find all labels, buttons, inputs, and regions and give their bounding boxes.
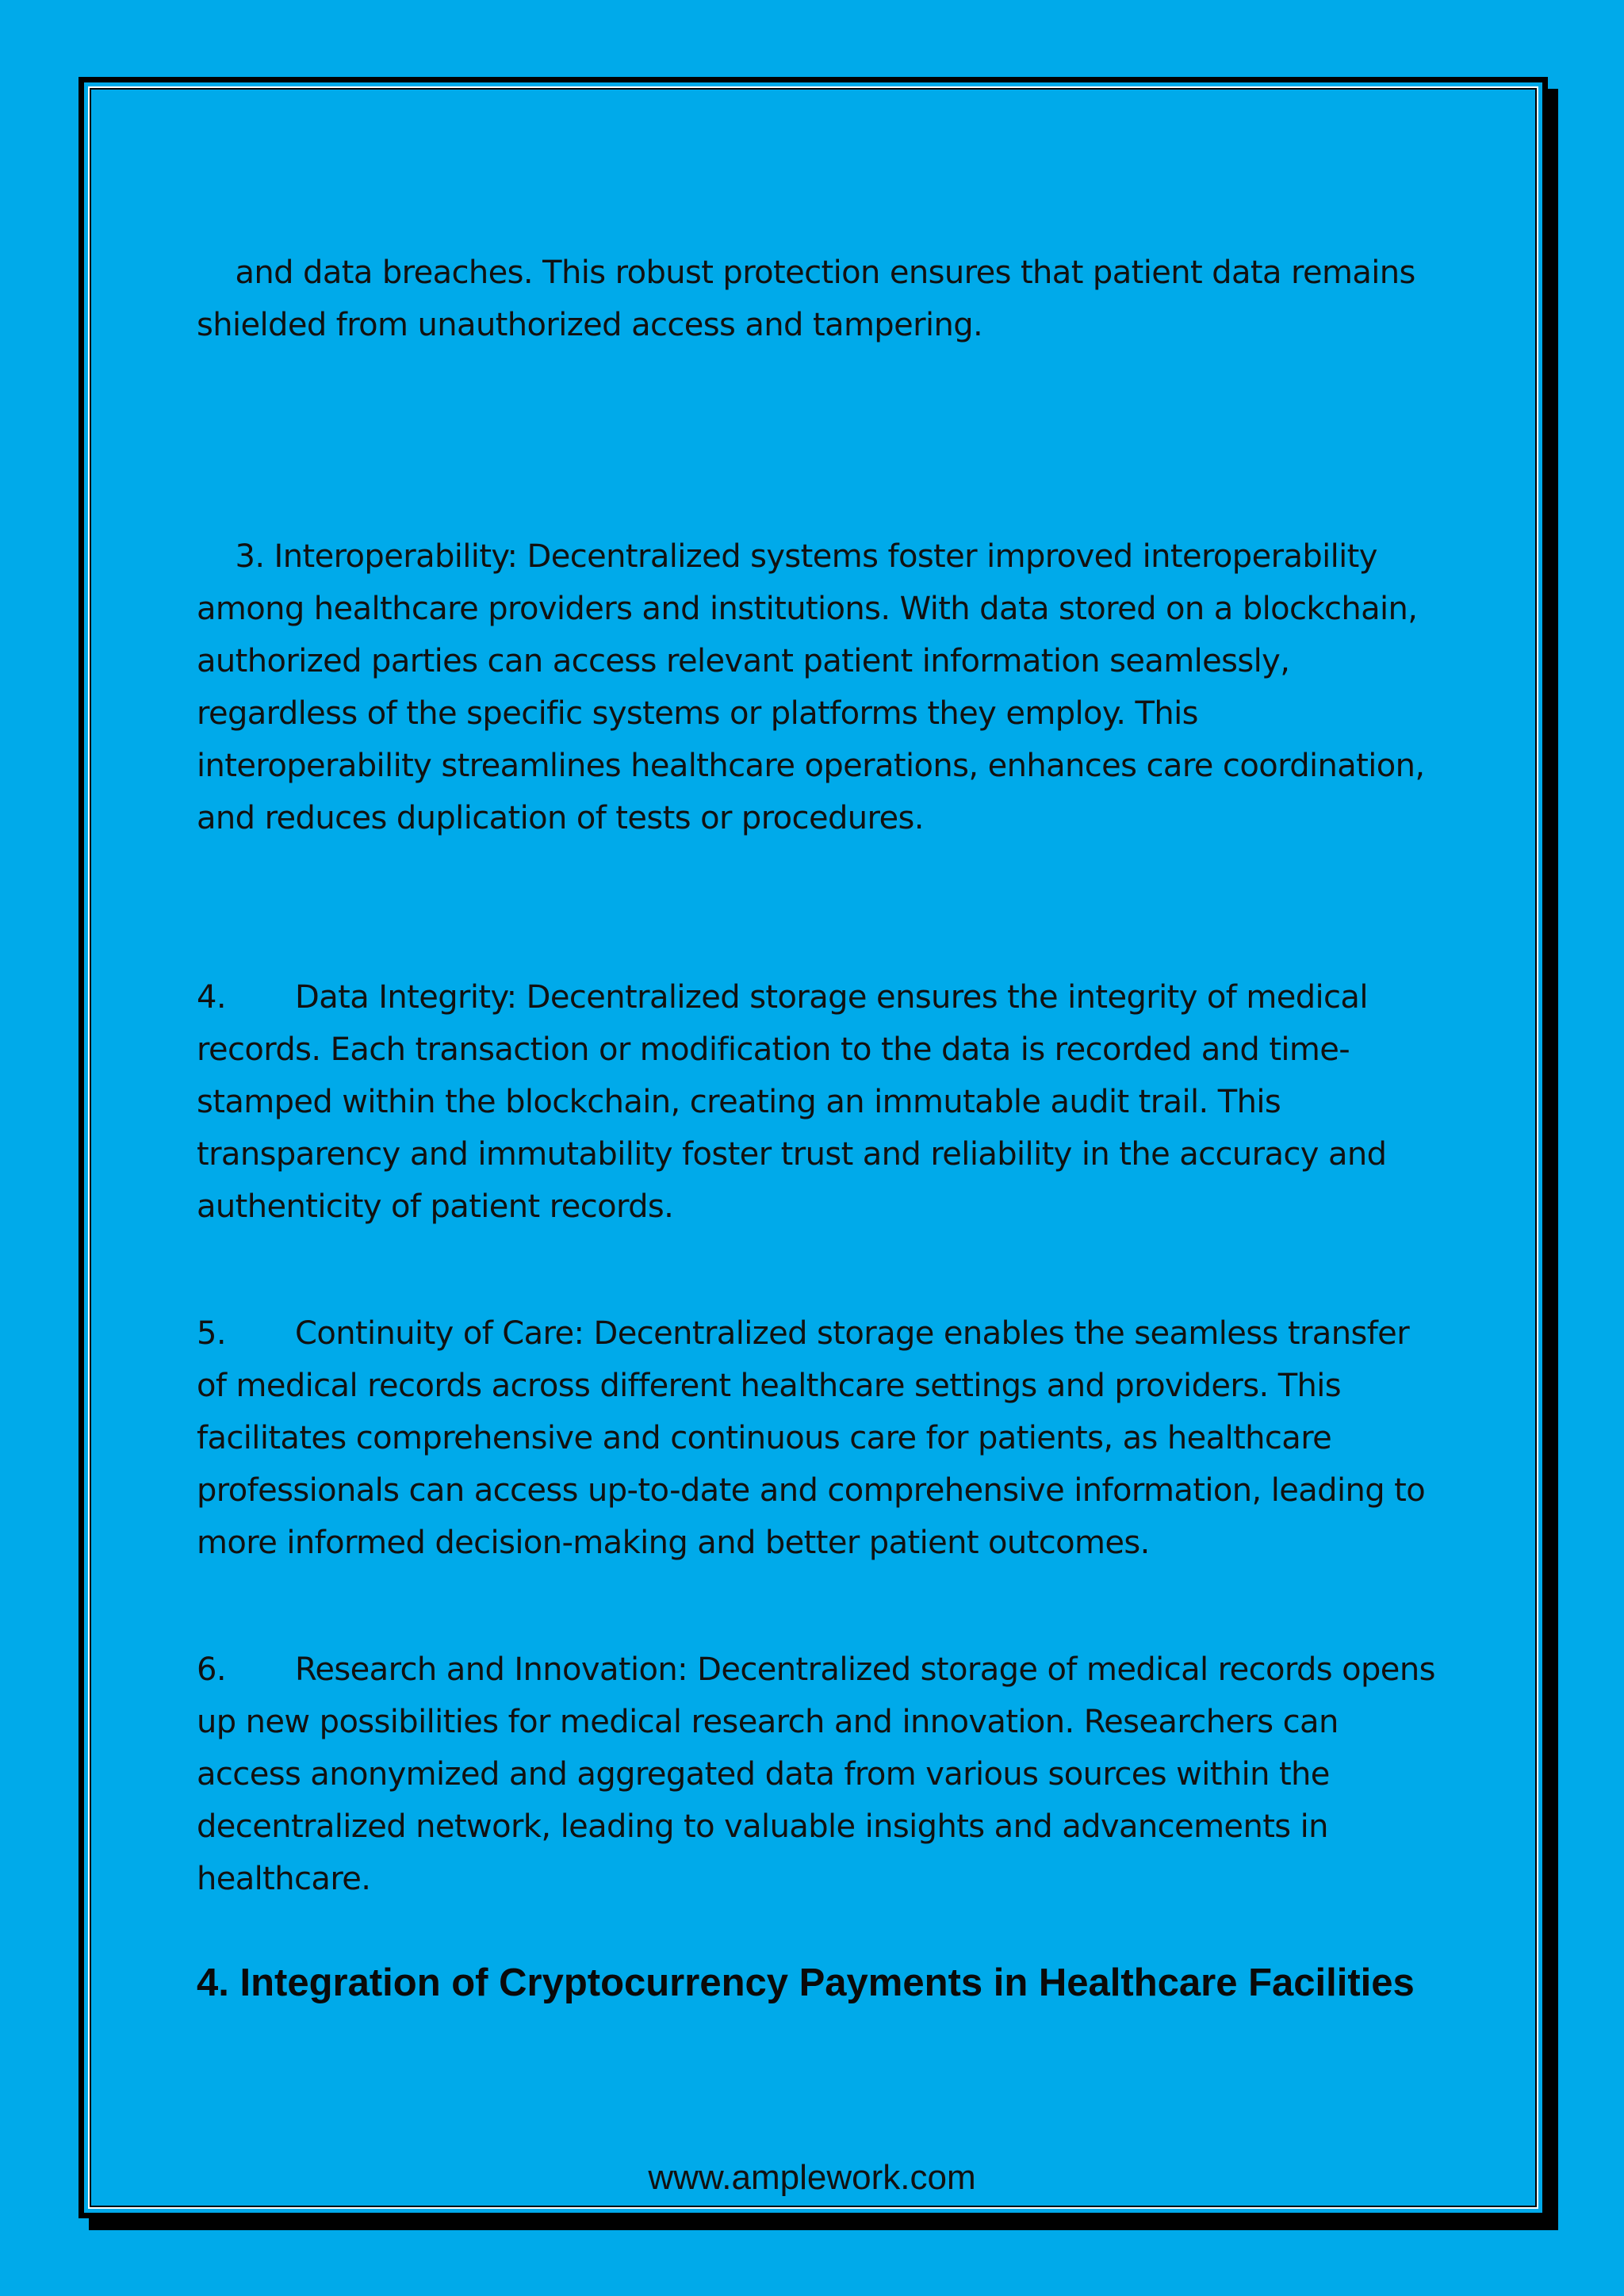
paragraph-text: 3. Interoperability: Decentralized systems foster improved interoperability among healthcare providers and institutions. With data stored on a blockchain, authorized parties can access relevant patient information seamlessly, regardless of the specific systems or platforms they employ. This interoperability streamlines healthcare operations, enhances care coordination, and reduces duplication of tests or procedures. <box>197 538 1434 836</box>
list-number: 5. <box>197 1315 226 1352</box>
paragraph-research-innovation <box>197 1644 1445 1905</box>
paragraph-text: and data breaches. This robust protection ensures that patient data remains shielded from unauthorized access and tampering. <box>197 254 1425 343</box>
paragraph-text: Data Integrity: Decentralized storage ensures the integrity of medical records. Each transaction or modification to the data is recorded and time-stamped within the blockchain, creating an immutable audit trail. This transparency and immutability foster trust and reliability in the accuracy and authenticity of patient records. <box>197 979 1396 1225</box>
footer-website-link[interactable]: www.amplework.com <box>648 2158 976 2197</box>
paragraph-data-integrity <box>197 971 1442 1233</box>
paragraph-continuation <box>197 194 1442 404</box>
paragraph-text: Research and Innovation: Decentralized storage of medical records opens up new possibilities for medical research and innovation. Researchers can access anonymized and aggregated data from various sources within the decentralized network, leading to valuable insights and advancements in healthcare. <box>197 1651 1445 1897</box>
page-content <box>197 194 1445 2008</box>
paragraph-interoperability <box>197 478 1442 897</box>
paragraph-continuity-of-care <box>197 1307 1442 1569</box>
list-number: 4. <box>197 979 226 1016</box>
section-heading: 4. Integration of Cryptocurrency Payments in Healthcare Facilities <box>197 1961 1415 2004</box>
list-number: 6. <box>197 1651 226 1688</box>
paragraph-text: Continuity of Care: Decentralized storage enables the seamless transfer of medical records across different healthcare settings and providers. This facilitates comprehensive and continuous care for patients, as healthcare professionals can access up-to-date and comprehensive information, leading to more informed decision-making and better patient outcomes. <box>197 1315 1435 1561</box>
